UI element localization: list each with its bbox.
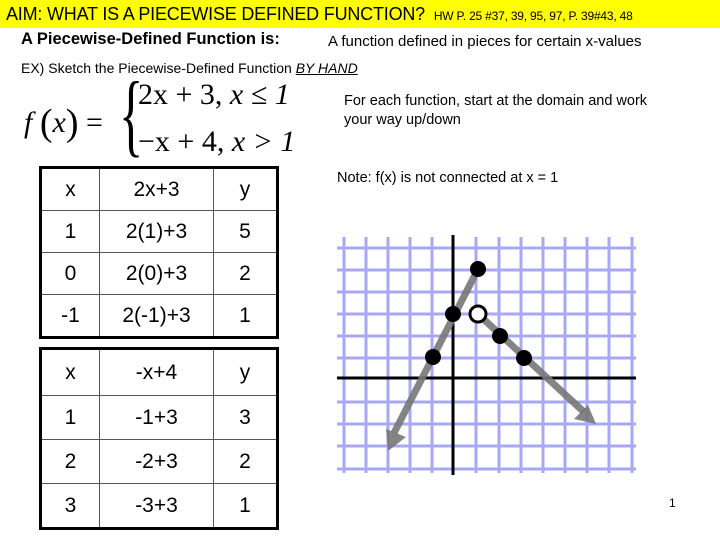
header-cell-y: y: [214, 349, 278, 396]
example-instruction: [21, 60, 358, 76]
example-prefix: EX) Sketch the Piecewise-Defined Function: [21, 60, 296, 76]
point-1-5: [470, 261, 486, 277]
cell-expression: -3+3: [100, 484, 214, 529]
cell-expression: -1+3: [100, 396, 214, 440]
point-0-3: [445, 306, 461, 322]
cell-y: 2: [214, 440, 278, 484]
cell-y: 5: [214, 211, 278, 253]
cell-expression: 2(0)+3: [100, 253, 214, 295]
point-neg1-1: [425, 349, 441, 365]
formula-equals: =: [78, 106, 103, 139]
table-header-row: [41, 349, 278, 396]
example-emphasis: BY HAND: [295, 60, 358, 76]
cell-x: 0: [41, 253, 100, 295]
definition-text: A function defined in pieces for certain x-values: [328, 33, 642, 50]
cell-y: 1: [214, 295, 278, 338]
case-1-condition: x ≤ 1: [229, 78, 290, 111]
homework-text: HW P. 25 #37, 39, 95, 97, P. 39#43, 48: [433, 9, 633, 23]
header-cell-x: x: [41, 349, 100, 396]
table-row: [41, 484, 278, 529]
header-cell-y: y: [214, 168, 278, 211]
point-3-1: [516, 350, 532, 366]
header-cell-x: x: [41, 168, 100, 211]
coordinate-graph: [330, 225, 640, 485]
grid-lines: [337, 237, 636, 473]
formula-case-1: [138, 78, 290, 112]
formula-close-paren: ): [65, 102, 79, 144]
cell-x: 1: [41, 211, 100, 253]
formula-x: x: [52, 106, 66, 139]
table-row: [41, 295, 278, 338]
table-header-row: [41, 168, 278, 211]
cell-y: 3: [214, 396, 278, 440]
aim-title: [6, 4, 633, 25]
open-point-1-3: [470, 306, 486, 322]
cell-expression: -2+3: [100, 440, 214, 484]
formula-case-2: [138, 125, 295, 159]
cell-expression: 2(-1)+3: [100, 295, 214, 338]
aim-banner: [0, 0, 720, 28]
cell-expression: 2(1)+3: [100, 211, 214, 253]
cell-x: 3: [41, 484, 100, 529]
definition-label: A Piecewise-Defined Function is:: [21, 30, 280, 48]
cell-y: 2: [214, 253, 278, 295]
case-2-expression: −x + 4,: [138, 125, 225, 158]
formula-open-paren: (: [39, 102, 53, 144]
page-number: 1: [669, 496, 676, 510]
header-cell-expression: 2x+3: [100, 168, 214, 211]
table-piece-2: [39, 347, 279, 530]
header-cell-expression: -x+4: [100, 349, 214, 396]
cell-y: 1: [214, 484, 278, 529]
table-row: [41, 211, 278, 253]
table-row: [41, 396, 278, 440]
formula-brace: {: [119, 63, 144, 165]
case-2-condition: x > 1: [231, 125, 296, 158]
cell-x: 1: [41, 396, 100, 440]
note-text: Note: f(x) is not connected at x = 1: [337, 170, 559, 186]
cell-x: 2: [41, 440, 100, 484]
hint-text: For each function, start at the domain and work your way up/down: [344, 93, 648, 128]
cell-x: -1: [41, 295, 100, 338]
table-row: [41, 440, 278, 484]
formula-f: f: [24, 106, 33, 139]
table-row: [41, 253, 278, 295]
formula-lhs: [24, 101, 103, 145]
aim-text: AIM: WHAT IS A PIECEWISE DEFINED FUNCTION?: [6, 4, 425, 24]
table-piece-1: [39, 166, 279, 339]
point-2-2: [492, 328, 508, 344]
case-1-expression: 2x + 3,: [138, 78, 223, 111]
